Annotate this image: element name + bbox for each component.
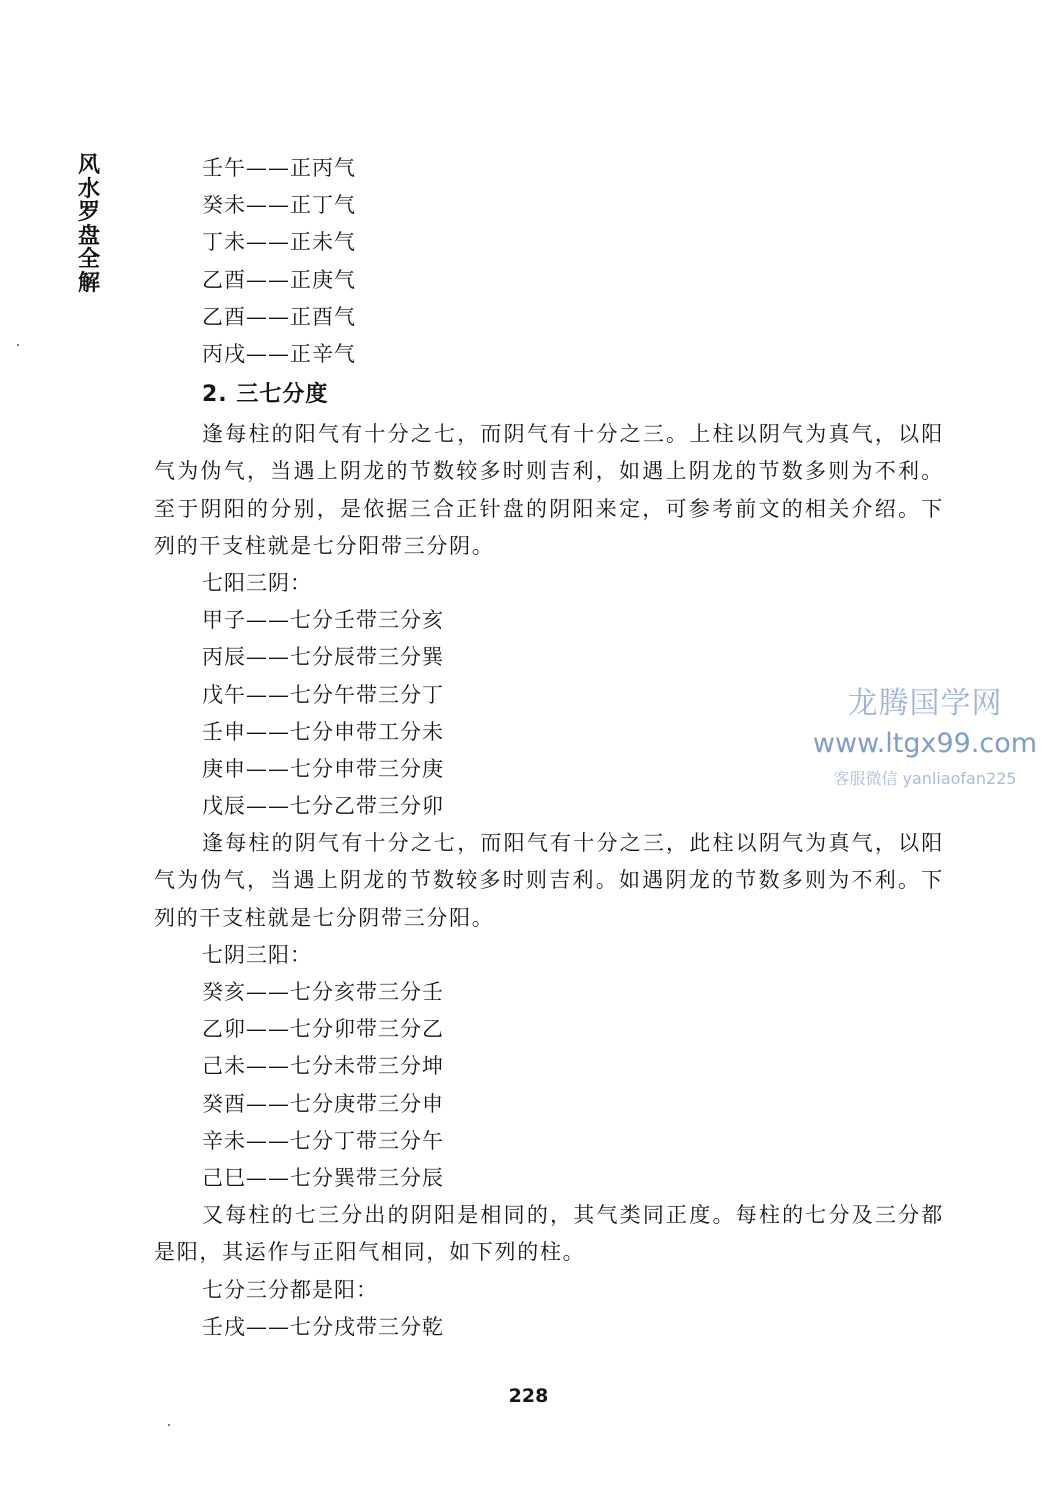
qi-list-all-yang <box>154 1309 944 1346</box>
paragraph-all-yang: 又每柱的七三分出的阴阳是相同的，其气类同正度。每柱的七分及三分都是阳，其运作与正阳气相同，如下列的柱。 <box>154 1203 944 1265</box>
watermark-contact: 客服微信 yanliaofan225 <box>833 769 1017 788</box>
scan-speck <box>17 344 19 346</box>
list-item: 乙酉——正庚气 <box>202 267 356 292</box>
scan-speck <box>168 1424 170 1426</box>
paragraph-seven-yang: 逢每柱的阳气有十分之七，而阴气有十分之三。上柱以阴气为真气，以阳气为伪气，当遇上阴龙的节数较多时则吉利，如遇上阴龙的节数多则为不利。至于阴阳的分别，是依据三合正针盘的阴阳来定，可参考前文的相关介绍。下列的干支柱就是七分阳带三分阴。 <box>154 422 944 558</box>
watermark-site-name: 龙腾国学网 <box>847 686 1003 721</box>
list-item: 庚申——七分申带三分庚 <box>202 756 444 781</box>
list-item: 壬申——七分申带工分未 <box>202 719 444 744</box>
list-item: 乙酉——正酉气 <box>202 304 356 329</box>
page-number: 228 <box>508 1385 549 1407</box>
qi-list-zhengdu <box>154 150 944 373</box>
running-header-vertical: 风水罗盘全解 <box>77 153 100 296</box>
list-item: 丙辰——七分辰带三分巽 <box>202 645 444 670</box>
list-item: 甲子——七分壬带三分亥 <box>202 608 444 633</box>
section-heading: 2. 三七分度 <box>202 382 329 408</box>
list-label-seven-yang: 七阳三阴： <box>202 570 312 595</box>
list-item: 壬午——正丙气 <box>202 156 356 180</box>
watermark-url: www.ltgx99.com <box>812 728 1038 759</box>
list-label-seven-yin: 七阴三阳： <box>202 942 312 967</box>
list-item: 己未——七分未带三分坤 <box>202 1054 444 1079</box>
list-item: 丁未——正未气 <box>202 230 356 255</box>
list-item: 辛未——七分丁带三分午 <box>202 1128 444 1153</box>
list-item: 戊辰——七分乙带三分卯 <box>202 794 444 819</box>
paragraph-seven-yin: 逢每柱的阴气有十分之七，而阳气有十分之三，此柱以阴气为真气，以阳气为伪气，当遇上阴龙的节数较多时则吉利。如遇阴龙的节数多则为不利。下列的干支柱就是七分阴带三分阳。 <box>154 831 944 930</box>
list-item: 癸酉——七分庚带三分申 <box>202 1091 444 1116</box>
list-item: 乙卯——七分卯带三分乙 <box>202 1017 444 1042</box>
list-item: 癸未——正丁气 <box>202 193 356 218</box>
list-item: 戊午——七分午带三分丁 <box>202 682 444 707</box>
list-item: 己巳——七分巽带三分辰 <box>202 1165 444 1190</box>
list-label-all-yang: 七分三分都是阳： <box>202 1277 378 1302</box>
list-item: 癸亥——七分亥带三分壬 <box>202 980 444 1005</box>
list-item: 壬戌——七分戌带三分乾 <box>202 1314 444 1339</box>
qi-list-seven-yin <box>154 974 944 1197</box>
list-item: 丙戌——正辛气 <box>202 341 356 366</box>
watermark <box>800 684 1050 792</box>
